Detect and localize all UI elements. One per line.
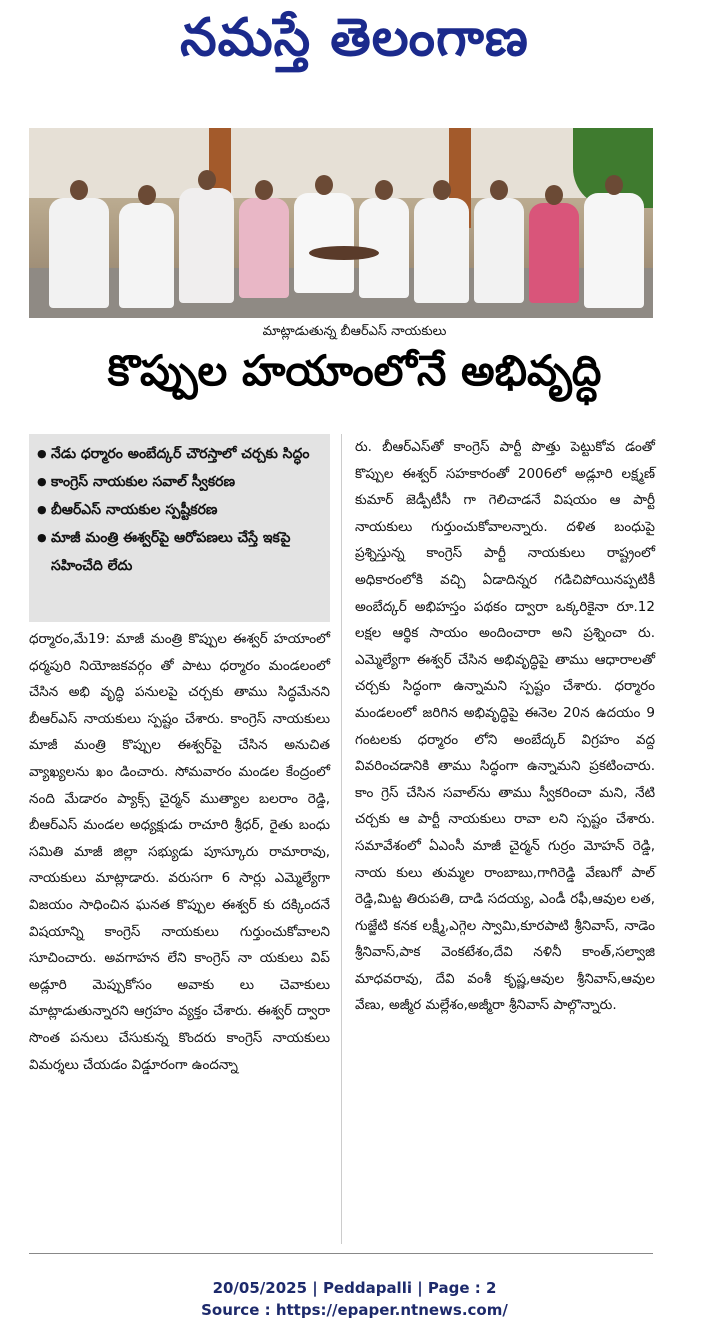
newspaper-logo: నమస్తే తెలంగాణ [180, 8, 529, 68]
column-divider [341, 434, 342, 1244]
highlight-item: ● మాజీ మంత్రి ఈశ్వర్‌పై ఆరోపణలు చేస్తే ఇకపై సహించేది లేదు [37, 524, 322, 580]
highlight-item: ● నేడు ధర్మారం అంబేద్కర్ చౌరస్తాలో చర్చకు సిద్ధం [37, 440, 322, 468]
photo-caption: మాట్లాడుతున్న బీఆర్ఎస్ నాయకులు [262, 324, 447, 339]
footer-source: Source : https://epaper.ntnews.com/ [201, 1301, 508, 1319]
masthead [0, 0, 709, 120]
article-text-right: రు. బీఆర్ఎస్‌తో కాంగ్రెస్ పార్టీ పొత్తు పెట్టుకోవ డంతో కొప్పుల ఈశ్వర్ సహకారంతో 2006లో అడ్లూరి లక్ష్మణ్ కుమార్ జెడ్పీటీసీ గా గెలిచాడనే విషయం ఆ పార్టీ నాయకులు గుర్తుంచుకోవాలన్నారు. దళిత బంధుపై ప్రశ్నిస్తున్న కాంగ్రెస్ పార్టీ నాయకులు రాష్ట్రంలో అధికారంలోకి వచ్చి ఏడాదిన్నర గడిచిపోయినప్పటికీ అంబేద్కర్ అభిహస్తం పథకం ద్వారా ఒక్కరికైనా రూ.12 లక్షల ఆర్థిక సాయం అందించారా అని ప్రశ్నించా రు. ఎమ్మెల్యేగా ఈశ్వర్ చేసిన అభివృద్ధిపై తాము ఆధారాలతో చర్చకు సిద్ధంగా ఉన్నామని స్పష్టం చేశారు. ధర్మారం మండలంలో జరిగిన అభివృద్ధిపై ఈనెల 20న ఉదయం 9 గంటలకు ధర్మారం లోని అంబేద్కర్ విగ్రహం వద్ద వివరించడానికి తాము సిద్ధంగా ఉన్నామని ప్రకటించారు. కాం గ్రెస్ చేసిన సవాల్‌ను తాము స్వీకరించా మని, నేటి చర్చకు ఆ పార్టీ నాయకులు రావా లని స్పష్టం చేశారు. సమావేశంలో ఏఎంసీ మాజీ చైర్మన్ గుర్రం మోహన్ రెడ్డి, నాయ కులు తుమ్మల రాంబాబు,గాగిరెడ్డి వేణుగో పాల్ రెడ్డి,మిట్ట తిరుపతి, దాడి సదయ్య, ఎండీ రఫీ,ఆవుల లత, గుజ్జేటి కనక లక్ష్మీ,ఎగ్గెల స్వామి,కూరపాటి శ్రీనివాస్, నాడెం శ్రీనివాస్,పాక వెంకటేశం,దేవి నళినీ కాంత్,సల్వాజి మాధవరావు, దేవి వంశీ కృష్ణ,ఆవుల శ్రీనివాస్,ఆవుల వేణు, అజ్మీర మల్లేశం,అజ్మీరా శ్రీనివాస్ పాల్గొన్నారు. [355, 439, 655, 1014]
article-text-left: ధర్మారం,మే19: మాజీ మంత్రి కొప్పుల ఈశ్వర్ హయాంలో ధర్మపురి నియోజకవర్గం తో పాటు ధర్మారం మండలంలో చేసిన అభి వృద్ధి పనులపై చర్చకు తాము సిద్ధమేనని బీఆర్ఎస్ నాయకులు స్పష్టం చేశారు. కాంగ్రెస్ నాయకులు మాజీ మంత్రి కొప్పుల ఈశ్వర్‌పై చేసిన అనుచిత వ్యాఖ్యలను ఖం డించారు. సోమవారం మండల కేంద్రంలో నంది మేడారం ప్యాక్స్ చైర్మన్ ముత్యాల బలరాం రెడ్డి, బీఆర్ఎస్ మండల అధ్యక్షుడు రాచూరి శ్రీధర్, రైతు బంధు సమితి మాజీ జిల్లా సభ్యుడు పూస్కూరు రామారావు, నాయకులు మాట్లాడారు. వరుసగా 6 సార్లు ఎమ్మెల్యేగా విజయం సాధించిన ఘనత కొప్పుల ఈశ్వర్ కు దక్కిందనే విషయాన్ని కాంగ్రెస్ నాయకులు గుర్తుంచుకోవాలని సూచించారు. అవగాహన లేని కాంగ్రెస్ నా యకులు విప్ అడ్లూరి మెప్పుకోసం అవాకు లు చెవాకులు మాట్లాడుతున్నారని ఆగ్రహం వ్యక్తం చేశారు. ఈశ్వర్ ద్వారా సొంత పనులు చేసుకున్న కొందరు కాంగ్రెస్ నాయకులు విమర్శలు చేయడం విడ్డూరంగా ఉందన్నా [29, 631, 330, 1073]
article-column-left [29, 626, 330, 1078]
footer-divider [29, 1253, 653, 1254]
highlight-item: ● కాంగ్రెస్ నాయకుల సవాల్ స్వీకరణ [37, 468, 322, 496]
highlight-item: ● బీఆర్ఎస్ నాయకుల స్పష్టీకరణ [37, 496, 322, 524]
news-photo [29, 128, 653, 318]
article-column-right [355, 434, 655, 1019]
highlights-box [29, 434, 330, 622]
headline: కొప్పుల హయాంలోనే అభివృద్ధి [107, 346, 602, 395]
footer-date-edition: 20/05/2025 | Peddapalli | Page : 2 [212, 1279, 497, 1297]
